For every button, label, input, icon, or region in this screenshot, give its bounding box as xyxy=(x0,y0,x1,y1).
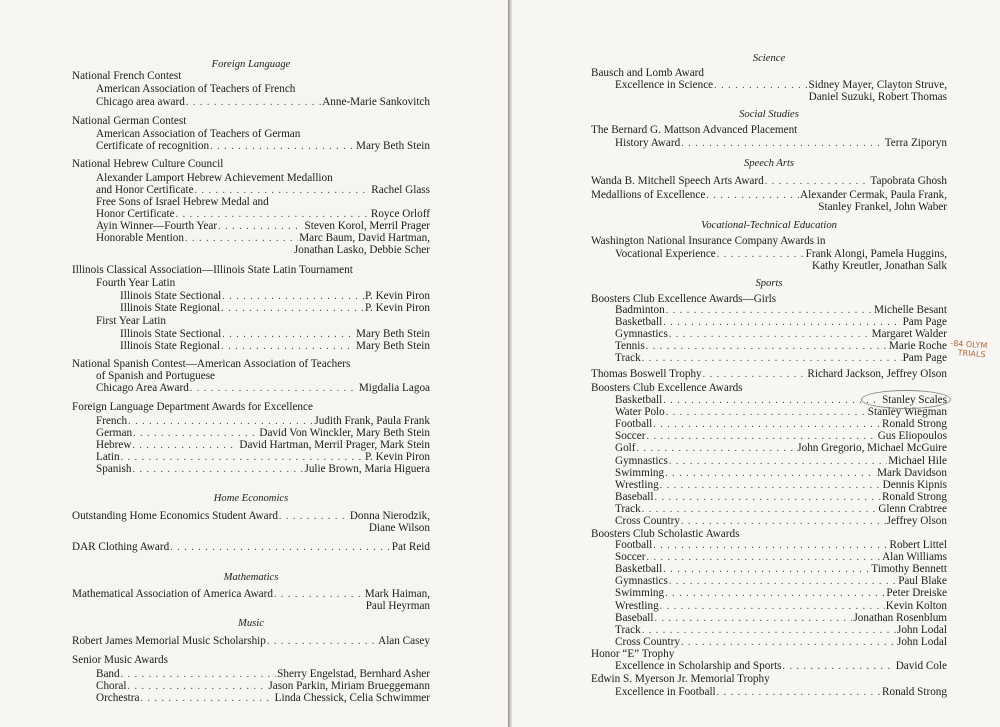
award-name: Swimming xyxy=(615,466,665,479)
award-name: Track xyxy=(615,352,641,365)
recipient: Mary Beth Stein xyxy=(356,340,430,352)
recipient: Ronald Strong xyxy=(882,418,947,431)
recipient: Julie Brown, Maria Higuera xyxy=(304,463,430,475)
award-name: Basketball xyxy=(615,563,663,576)
recipient: Linda Chessick, Celia Schwimmer xyxy=(274,692,430,704)
award-name: Spanish xyxy=(96,463,132,475)
handwritten-note-line: TRIALS xyxy=(957,348,986,360)
recipient: P. Kevin Piron xyxy=(365,290,430,302)
award-heading: Senior Music Awards xyxy=(72,654,168,666)
section-heading-sports: Sports xyxy=(755,278,783,289)
award-heading: Washington National Insurance Company Awards in xyxy=(591,235,826,247)
recipient: Pam Page xyxy=(902,316,947,329)
award-line xyxy=(72,635,430,648)
award-heading: The Bernard G. Mattson Advanced Placement xyxy=(591,124,798,136)
handwritten-note xyxy=(949,339,987,360)
recipient: Donna Nierodzik, xyxy=(349,510,430,522)
award-heading: National German Contest xyxy=(72,115,187,127)
recipient: David Cole xyxy=(895,660,947,672)
award-name: Football xyxy=(615,418,653,431)
recipient: Stanley Wiegman xyxy=(867,406,947,419)
award-name: Track xyxy=(615,502,641,515)
award-name: Baseball xyxy=(615,611,654,624)
award-name: Band xyxy=(96,668,120,680)
award-name: Chicago area award xyxy=(96,96,185,108)
award-name: Choral xyxy=(96,680,127,692)
recipient: Alan Williams xyxy=(882,551,947,564)
recipient: Pam Page xyxy=(902,352,947,365)
award-line xyxy=(591,686,947,699)
award-name: DAR Clothing Award xyxy=(72,541,170,553)
section-heading-speech-arts: Speech Arts xyxy=(743,158,795,169)
recipient: Tapobrata Ghosh xyxy=(870,175,947,187)
award-heading: Honor “E” Trophy xyxy=(591,648,675,660)
award-name: Ayin Winner—Fourth Year xyxy=(96,220,218,232)
award-heading: National Spanish Contest—American Association of Teachers xyxy=(72,358,351,370)
award-line xyxy=(591,660,947,673)
section-heading-mathematics: Mathematics xyxy=(223,572,279,583)
award-heading: National French Contest xyxy=(72,70,182,82)
recipient: Sherry Engelstad, Bernhard Asher xyxy=(277,668,430,680)
award-name: Robert James Memorial Music Scholarship xyxy=(72,635,266,647)
award-name: Medallions of Excellence xyxy=(591,189,706,201)
award-heading: Boosters Club Excellence Awards xyxy=(591,382,743,394)
award-name: Excellence in Football xyxy=(615,686,716,698)
recipient: Mary Beth Stein xyxy=(356,328,430,340)
award-line xyxy=(72,541,430,554)
award-heading: Bausch and Lomb Award xyxy=(591,67,704,79)
award-line xyxy=(72,382,430,395)
award-name: Certificate of recognition xyxy=(96,140,210,152)
award-heading: Edwin S. Myerson Jr. Memorial Trophy xyxy=(591,673,770,685)
award-name: and Honor Certificate xyxy=(96,184,194,196)
recipient: Mary Beth Stein xyxy=(356,140,430,152)
award-name: Thomas Boswell Trophy xyxy=(591,368,702,380)
recipient: Gus Eliopoulos xyxy=(877,430,947,443)
award-name: Chicago Area Award xyxy=(96,382,189,394)
award-line xyxy=(591,368,947,381)
award-name: Illinois State Regional xyxy=(120,340,221,352)
award-name: Mathematical Association of America Award xyxy=(72,588,273,600)
award-name: Outstanding Home Economics Student Award xyxy=(72,510,278,522)
recipient: Timothy Bennett xyxy=(871,563,947,576)
award-line xyxy=(72,302,430,315)
award-name: Vocational Experience xyxy=(615,248,716,260)
recipient: Frank Alongi, Pamela Huggins, xyxy=(805,248,947,260)
recipient: John Lodal xyxy=(896,635,947,648)
pen-circle-mark xyxy=(861,390,951,409)
section-heading-music: Music xyxy=(238,618,264,629)
award-name: Tennis xyxy=(615,340,645,353)
award-name: Orchestra xyxy=(96,692,140,704)
recipient: Ronald Strong xyxy=(882,490,947,503)
award-subheading: First Year Latin xyxy=(96,315,166,327)
recipient: Stanley Scales xyxy=(882,394,947,406)
award-name: Swimming xyxy=(615,587,665,600)
award-name: Honorable Mention xyxy=(96,232,184,244)
recipient: Sidney Mayer, Clayton Struve, xyxy=(808,79,947,91)
award-name: Honor Certificate xyxy=(96,208,175,220)
recipient: Paul Blake xyxy=(898,575,947,588)
recipient: Peter Dreiske xyxy=(886,587,947,600)
award-name: Gymnastics xyxy=(615,328,668,341)
award-line xyxy=(72,692,430,705)
award-name: Track xyxy=(615,623,641,636)
award-line xyxy=(591,175,947,188)
handwritten-note-line: -84 OLYM xyxy=(950,338,988,351)
award-name: Basketball xyxy=(615,316,663,329)
award-name: Football xyxy=(615,539,653,551)
recipient: Steven Korol, Merril Prager xyxy=(304,220,430,232)
award-heading: National Hebrew Culture Council xyxy=(72,158,224,170)
award-heading: Foreign Language Department Awards for Excellence xyxy=(72,401,313,413)
award-name: Soccer xyxy=(615,551,646,564)
award-line xyxy=(72,340,430,353)
award-name: Illinois State Regional xyxy=(120,302,221,314)
award-name: Illinois State Sectional xyxy=(120,290,222,302)
section-heading-vocational: Vocational-Technical Education xyxy=(701,220,837,231)
recipient: John Gregorio, Michael McGuire xyxy=(797,442,947,455)
award-line xyxy=(591,137,947,150)
award-name: Hebrew xyxy=(96,439,132,451)
recipient: David Von Winckler, Mary Beth Stein xyxy=(259,427,430,439)
award-name: Baseball xyxy=(615,490,654,503)
recipient: Terra Ziporyn xyxy=(884,137,947,149)
award-name: Wanda B. Mitchell Speech Arts Award xyxy=(591,175,764,187)
award-name: Cross Country xyxy=(615,635,680,648)
recipient-continuation: Kathy Kreutler, Jonathan Salk xyxy=(811,260,947,272)
recipient: P. Kevin Piron xyxy=(365,451,430,463)
recipient: John Lodal xyxy=(896,623,947,636)
recipient: Migdalia Lagoa xyxy=(358,382,430,394)
award-subheading: American Association of Teachers of French xyxy=(96,83,296,95)
award-subheading: Fourth Year Latin xyxy=(96,277,176,289)
award-name: History Award xyxy=(615,137,681,149)
recipient: David Hartman, Merril Prager, Mark Stein xyxy=(239,439,430,451)
award-name: Badminton xyxy=(615,304,665,316)
award-subheading: Free Sons of Israel Hebrew Medal and xyxy=(96,196,269,208)
award-name: Basketball xyxy=(615,394,663,406)
right-page xyxy=(512,0,1000,727)
recipient-continuation: Jonathan Lasko, Debbie Scher xyxy=(293,244,430,256)
award-name: Wrestling xyxy=(615,478,659,491)
recipient: Jonathan Rosenblum xyxy=(853,611,947,624)
recipient: Margaret Walder xyxy=(871,328,947,341)
award-name: German xyxy=(96,427,133,439)
recipient: Dennis Kipnis xyxy=(882,478,947,491)
section-heading-science: Science xyxy=(752,53,786,64)
recipient-continuation: Paul Heyrman xyxy=(365,600,430,612)
recipient: Robert Littel xyxy=(889,539,947,551)
award-name: Illinois State Sectional xyxy=(120,328,222,340)
section-heading-foreign-language: Foreign Language xyxy=(211,59,291,70)
award-name: Wrestling xyxy=(615,599,659,612)
award-heading: Boosters Club Scholastic Awards xyxy=(591,528,740,540)
award-name: Soccer xyxy=(615,430,646,443)
recipient: Michael Hile xyxy=(888,454,947,467)
award-name: Gymnastics xyxy=(615,454,668,467)
award-heading: Illinois Classical Association—Illinois State Latin Tournament xyxy=(72,264,353,276)
recipient: Pat Reid xyxy=(391,541,430,553)
recipient: Glenn Crabtree xyxy=(878,502,947,515)
award-name: Gymnastics xyxy=(615,575,668,588)
award-line xyxy=(591,515,947,528)
recipient: P. Kevin Piron xyxy=(365,302,430,314)
award-line xyxy=(72,463,430,476)
recipient: Kevin Kolton xyxy=(885,599,947,612)
recipient: Jeffrey Olson xyxy=(886,515,947,527)
recipient: Ronald Strong xyxy=(882,686,947,698)
recipient-continuation: Diane Wilson xyxy=(368,522,430,534)
award-name: Golf xyxy=(615,442,636,455)
award-name: French xyxy=(96,415,128,427)
recipient: Anne-Marie Sankovitch xyxy=(322,96,430,108)
award-line xyxy=(72,140,430,153)
award-name: Water Polo xyxy=(615,406,665,419)
award-name: Cross Country xyxy=(615,515,680,527)
recipient: Royce Orloff xyxy=(370,208,430,220)
recipient: Alexander Cermak, Paula Frank, xyxy=(800,189,947,201)
award-subheading: American Association of Teachers of German xyxy=(96,128,301,140)
award-subheading: of Spanish and Portuguese xyxy=(96,370,216,382)
recipient: Richard Jackson, Jeffrey Olson xyxy=(807,368,947,380)
recipient: Mark Davidson xyxy=(877,466,947,479)
section-heading-home-economics: Home Economics xyxy=(213,493,289,504)
award-name: Excellence in Science xyxy=(615,79,714,91)
recipient: Judith Frank, Paula Frank xyxy=(314,415,430,427)
section-heading-social-studies: Social Studies xyxy=(739,109,799,120)
award-line xyxy=(72,96,430,109)
recipient: Jason Parkin, Miriam Brueggemann xyxy=(268,680,430,692)
recipient: Marc Baum, David Hartman, xyxy=(299,232,430,244)
recipient: Michelle Besant xyxy=(873,304,947,316)
award-line xyxy=(591,352,947,365)
recipient: Alan Casey xyxy=(378,635,430,647)
recipient-continuation: Stanley Frankel, John Waber xyxy=(818,201,947,213)
award-name: Excellence in Scholarship and Sports xyxy=(615,660,782,672)
recipient-continuation: Daniel Suzuki, Robert Thomas xyxy=(808,91,947,103)
recipient: Mark Haiman, xyxy=(364,588,430,600)
award-subheading: Alexander Lamport Hebrew Achievement Medallion xyxy=(96,172,333,184)
recipient: Marie Roche xyxy=(888,340,947,353)
recipient: Rachel Glass xyxy=(371,184,430,196)
award-name: Latin xyxy=(96,451,120,463)
award-heading: Boosters Club Excellence Awards—Girls xyxy=(591,293,777,305)
